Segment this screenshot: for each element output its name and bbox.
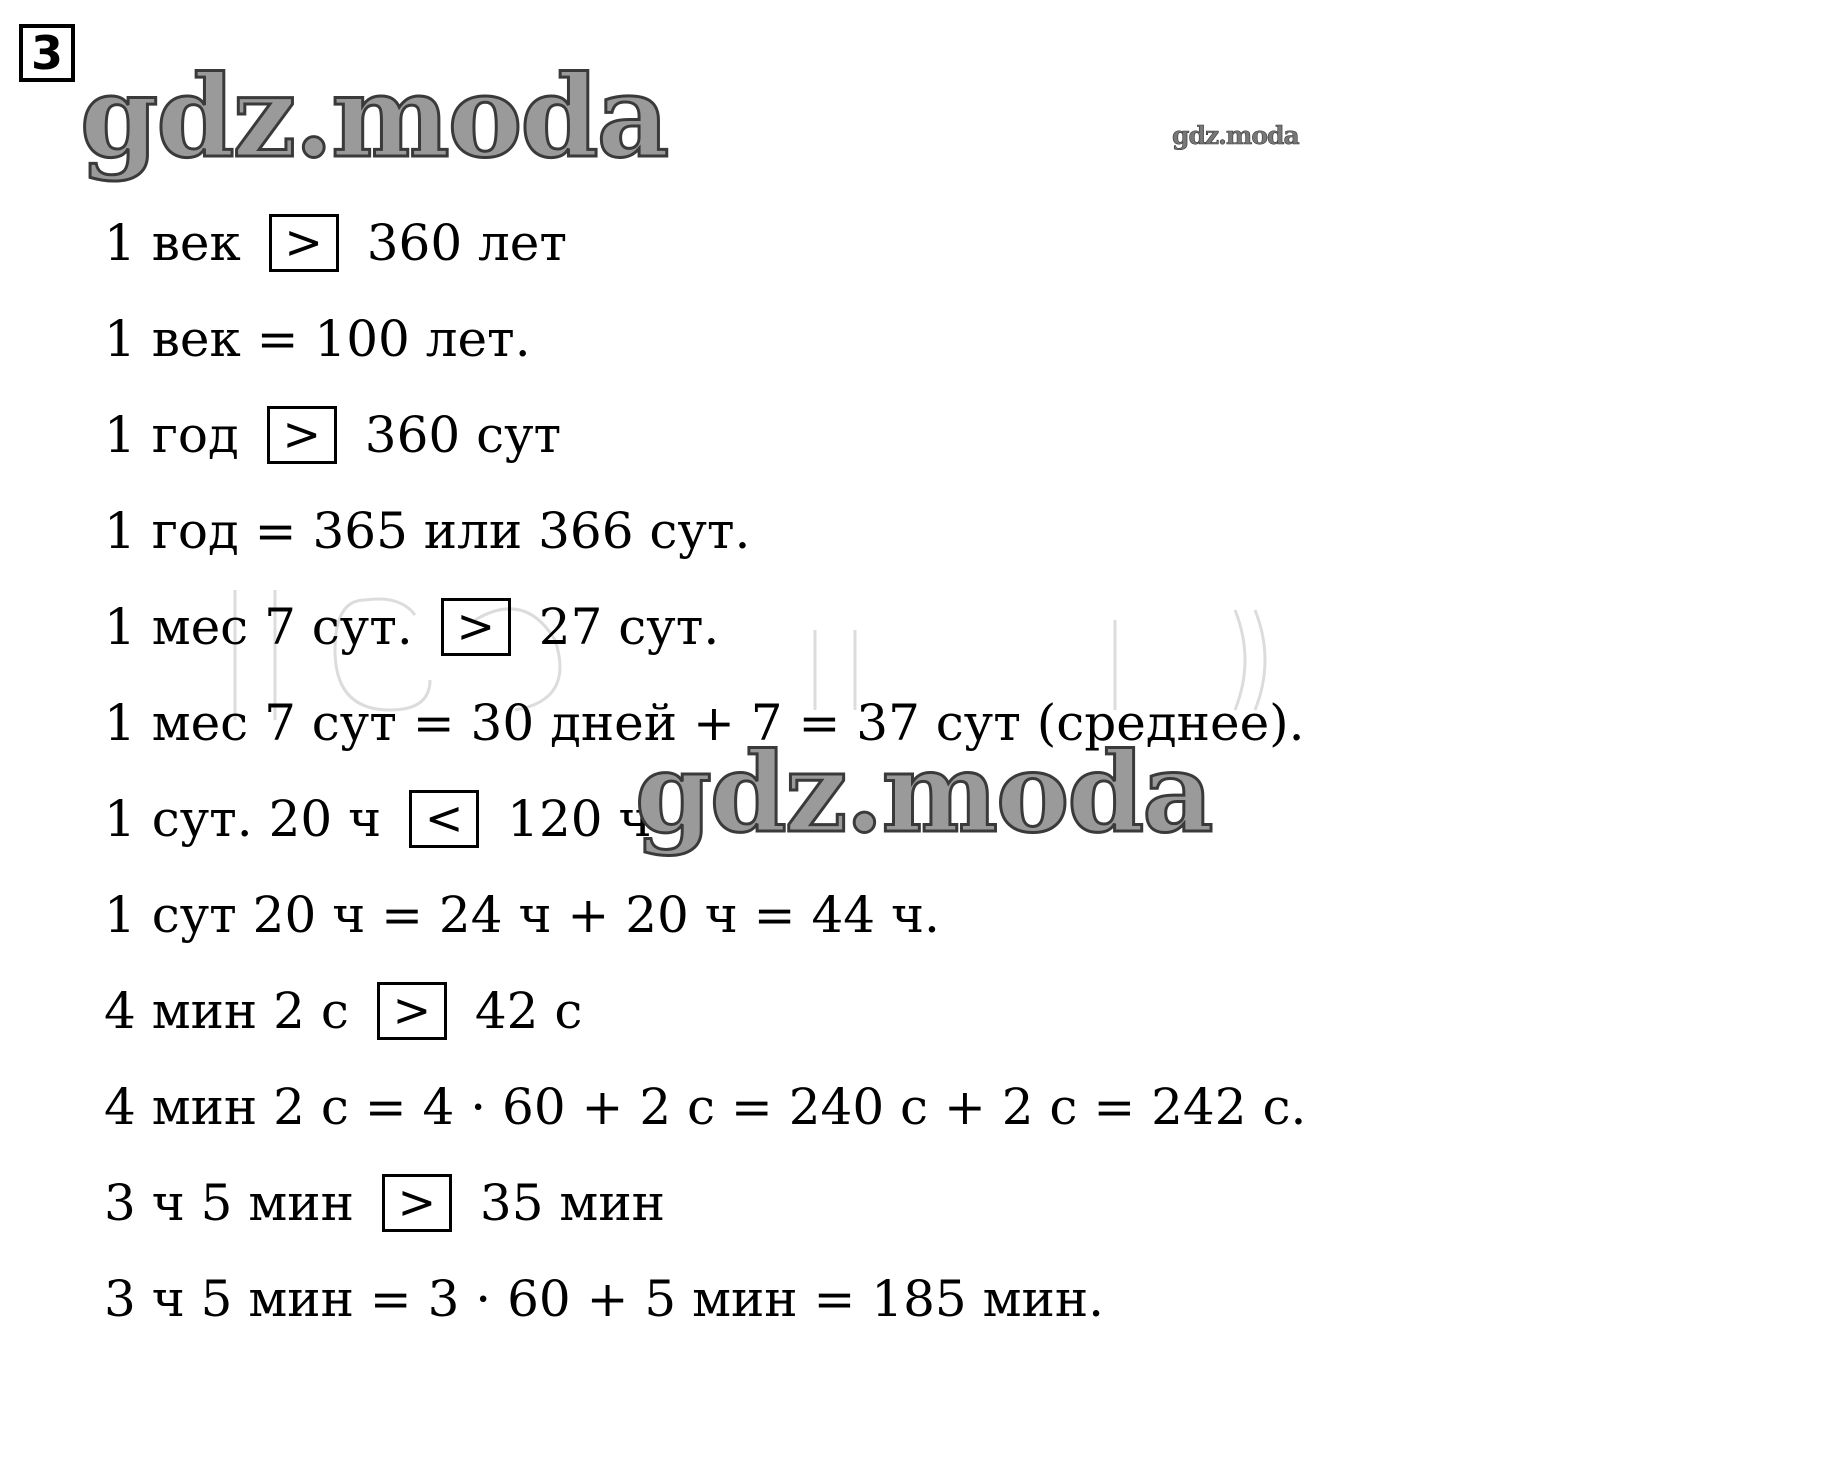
comparison-line xyxy=(104,195,1306,291)
comparison-left: 1 сут. 20 ч xyxy=(104,790,382,848)
explanation-line: 1 век = 100 лет. xyxy=(104,310,531,368)
task-number-badge: 3 xyxy=(19,24,75,82)
watermark-logo-small: gdz.moda xyxy=(1172,121,1299,150)
explanation-line: 3 ч 5 мин = 3 · 60 + 5 мин = 185 мин. xyxy=(104,1270,1105,1328)
comparison-sign-box: > xyxy=(441,598,511,656)
watermark-logo-middle: gdz.moda xyxy=(635,728,1212,857)
comparison-sign-box: > xyxy=(269,214,339,272)
comparison-sign-box: > xyxy=(377,982,447,1040)
comparison-sign-box: < xyxy=(409,790,479,848)
comparison-left: 1 мес 7 сут. xyxy=(104,598,413,656)
explanation-line: 1 сут 20 ч = 24 ч + 20 ч = 44 ч. xyxy=(104,886,940,944)
comparison-left: 3 ч 5 мин xyxy=(104,1174,354,1232)
comparison-line xyxy=(104,579,1306,675)
comparison-sign-box: > xyxy=(267,406,337,464)
comparison-right: 35 мин xyxy=(479,1174,665,1232)
explanation-line: 4 мин 2 с = 4 · 60 + 2 с = 240 с + 2 с = 242 с. xyxy=(104,1078,1307,1136)
comparison-left: 4 мин 2 с xyxy=(104,982,349,1040)
comparison-right: 360 лет xyxy=(366,214,568,272)
comparison-right: 360 сут xyxy=(364,406,562,464)
comparison-right: 27 сут. xyxy=(538,598,720,656)
explanation-line: 1 мес 7 сут = 30 дней + 7 = 37 сут (среднее). xyxy=(104,694,1305,752)
comparison-line xyxy=(104,1155,1306,1251)
explanation-line: 1 год = 365 или 366 сут. xyxy=(104,502,751,560)
comparison-right: 42 с xyxy=(474,982,583,1040)
watermark-logo-top: gdz.moda xyxy=(80,52,668,183)
comparison-line xyxy=(104,387,1306,483)
comparison-sign-box: > xyxy=(382,1174,452,1232)
comparison-right: 120 ч xyxy=(507,790,652,848)
comparison-line xyxy=(104,963,1306,1059)
comparison-left: 1 век xyxy=(104,214,241,272)
comparison-left: 1 год xyxy=(104,406,239,464)
